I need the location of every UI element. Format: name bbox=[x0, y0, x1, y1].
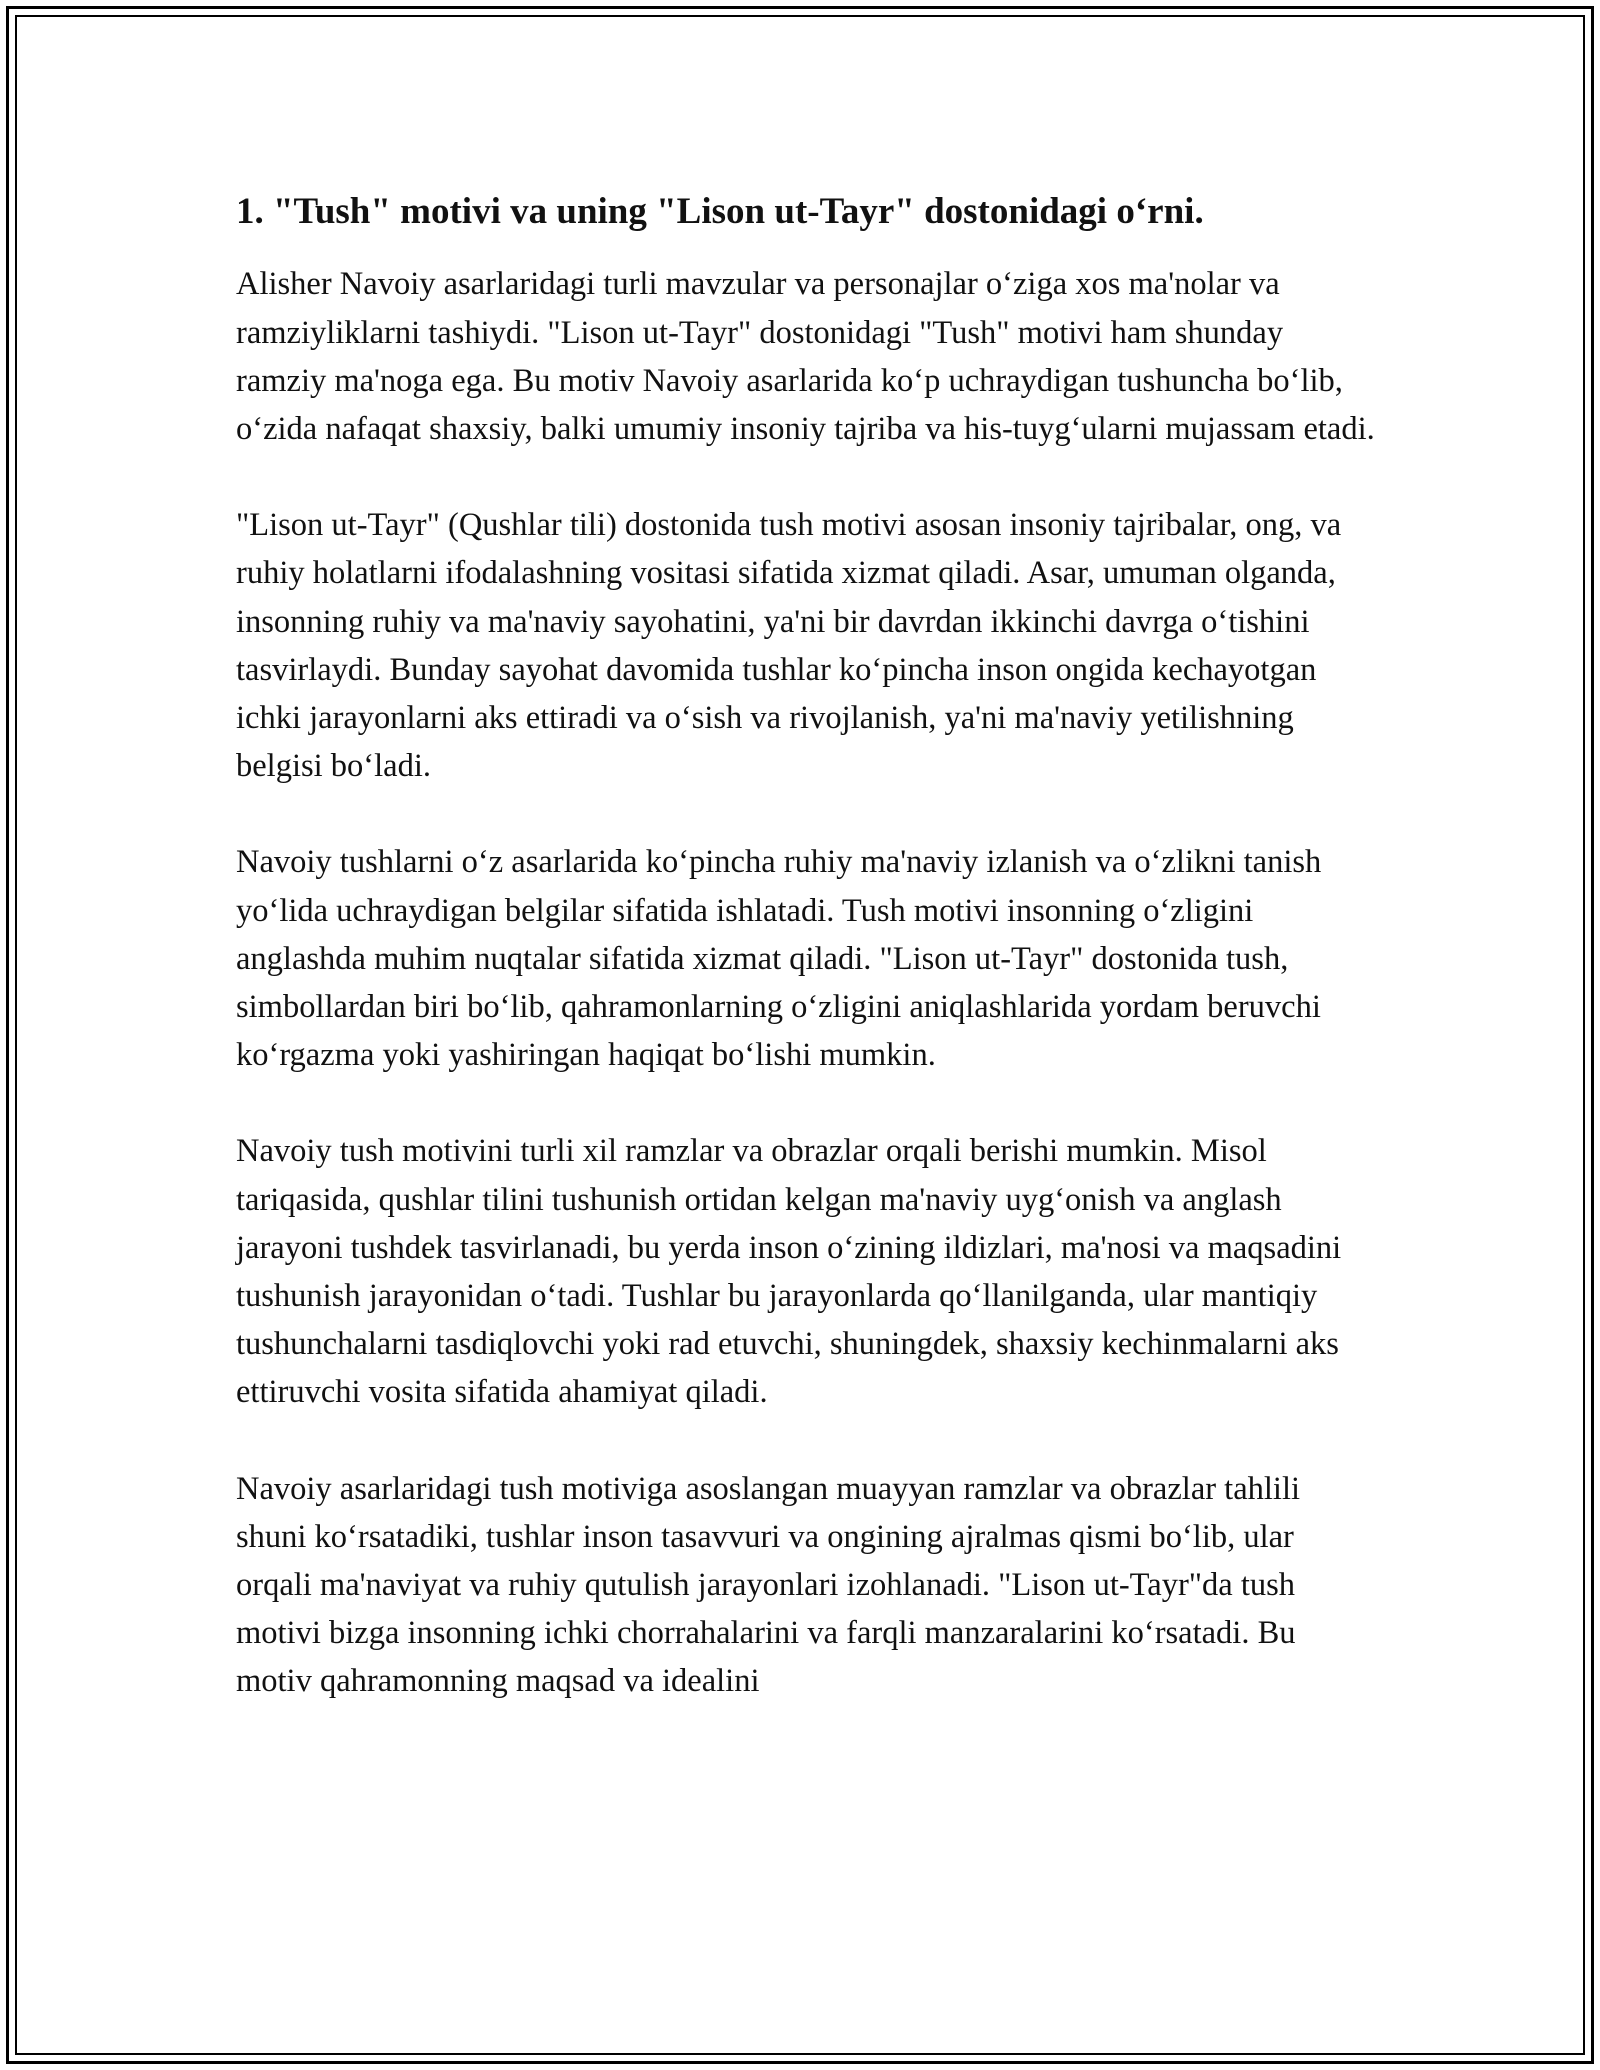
document-body bbox=[236, 178, 1376, 1754]
section-heading: 1. "Tush" motivi va uning "Lison ut-Tayr" dostonidagi o‘rni. bbox=[236, 191, 1204, 232]
paragraph-3: Navoiy tushlarni o‘z asarlarida ko‘pincha ruhiy ma'naviy izlanish va o‘zlikni tanish yo‘lida uchraydigan belgilar sifatida ishlatadi. Tush motivi insonning o‘zligini anglashda muhim nuqtalar sifatida xizmat qiladi. "Lison ut-Tayr" dostonida tush, simbollardan biri bo‘lib, qahramonlarning o‘zligini aniqlashlarida yordam beruvchi ko‘rgazma yoki yashiringan haqiqat bo‘lishi mumkin. bbox=[236, 844, 1322, 1074]
paragraph-2: "Lison ut-Tayr" (Qushlar tili) dostonida tush motivi asosan insoniy tajribalar, ong, va ruhiy holatlarni ifodalashning vositasi sifatida xizmat qiladi. Asar, umuman olganda, insonning ruhiy va ma'naviy sayohatini, ya'ni bir davrdan ikkinchi davrga o‘tishini tasvirlaydi. Bunday sayohat davomida tushlar ko‘pincha inson ongida kechayotgan ichki jarayonlarni aks ettiradi va o‘sish va rivojlanish, ya'ni ma'naviy yetilishning belgisi bo‘ladi. bbox=[236, 507, 1342, 785]
paragraph-4: Navoiy tush motivini turli xil ramzlar va obrazlar orqali berishi mumkin. Misol tariqasida, qushlar tilini tushunish ortidan kelgan ma'naviy uyg‘onish va anglash jarayoni tushdek tasvirlanadi, bu yerda inson o‘zining ildizlari, ma'nosi va maqsadini tushunish jarayonidan o‘tadi. Tushlar bu jarayonlarda qo‘llanilganda, ular mantiqiy tushunchalarni tasdiqlovchi yoki rad etuvchi, shuningdek, shaxsiy kechinmalarni aks ettiruvchi vosita sifatida ahamiyat qiladi. bbox=[236, 1133, 1342, 1411]
paragraph-5: Navoiy asarlaridagi tush motiviga asoslangan muayyan ramzlar va obrazlar tahlili shuni ko‘rsatadiki, tushlar inson tasavvuri va ongining ajralmas qismi bo‘lib, ular orqali ma'naviyat va ruhiy qutulish jarayonlari izohlanadi. "Lison ut-Tayr"da tush motivi bizga insonning ichki chorrahalarini va farqli manzaralarini ko‘rsatadi. Bu motiv qahramonning maqsad va idealini bbox=[236, 1470, 1301, 1700]
paragraph-1: Alisher Navoiy asarlaridagi turli mavzular va personajlar o‘ziga xos ma'nolar va ramziyliklarni tashiydi. "Lison ut-Tayr" dostonidagi "Tush" motivi ham shunday ramziy ma'noga ega. Bu motiv Navoiy asarlarida ko‘p uchraydigan tushuncha bo‘lib, o‘zida nafaqat shaxsiy, balki umumiy insoniy tajriba va his-tuyg‘ularni mujassam etadi. bbox=[236, 266, 1375, 447]
